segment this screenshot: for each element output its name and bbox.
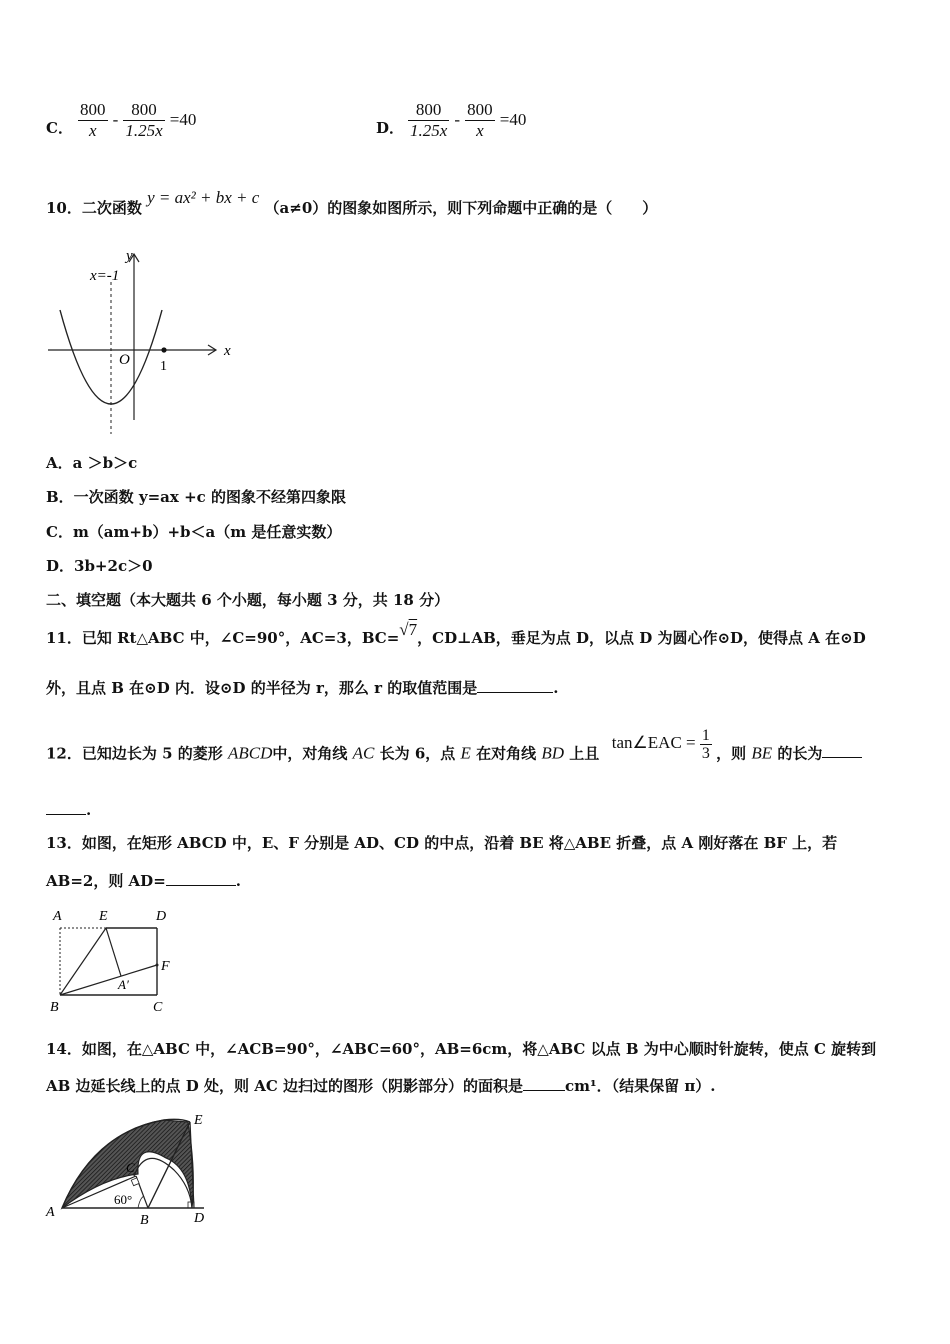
q11-line-2 xyxy=(46,678,558,698)
q13-label-c: C xyxy=(153,1000,163,1015)
q12-text-b: 中，对角线 xyxy=(272,744,348,763)
q9-c-label: C． xyxy=(46,119,73,137)
q10-parabola-graph xyxy=(44,246,240,436)
q14-rotation-figure xyxy=(42,1108,218,1228)
q13-line-1 xyxy=(46,833,837,853)
q12-tan-expression xyxy=(611,727,716,762)
q11-sqrt: √7 xyxy=(399,620,418,639)
q9-c-frac2 xyxy=(123,100,164,141)
q13-point-f xyxy=(156,964,159,967)
q11-sqrt-value: 7 xyxy=(408,620,418,639)
q12-e: E xyxy=(460,743,471,763)
q12-line-2 xyxy=(46,800,91,820)
q9-c-rhs: =40 xyxy=(169,110,197,129)
q10-suffix: （a≠0）的图象如图所示，则下列命题中正确的是（ ） xyxy=(264,199,658,217)
q13-label-e: E xyxy=(99,909,108,924)
q13-label-f: F xyxy=(161,959,170,974)
q14-answer-blank[interactable] xyxy=(523,1076,565,1091)
q12-text-f: 上且 xyxy=(569,744,600,763)
q9-c-minus: - xyxy=(112,110,119,129)
q12-bd: BD xyxy=(541,743,565,763)
q10-option-a[interactable] xyxy=(46,453,137,473)
q13-line2-text: AB=2，则 AD= xyxy=(46,872,166,890)
q14-label-e: E xyxy=(194,1113,203,1128)
q12-tan-lhs: tan∠EAC = xyxy=(611,733,696,753)
q13-answer-blank[interactable] xyxy=(166,871,236,886)
q10-axis-line-label: x=-1 xyxy=(90,268,120,284)
q10-stem xyxy=(46,188,658,218)
q11-line-1 xyxy=(46,620,866,648)
q13-label-a-prime: A′ xyxy=(118,977,129,992)
q14-label-c: C xyxy=(126,1160,135,1175)
q12-abcd: ABCD xyxy=(228,743,273,763)
q10-option-b[interactable] xyxy=(46,487,346,507)
q12-answer-blank[interactable] xyxy=(822,743,862,758)
q14-line-2 xyxy=(46,1076,716,1096)
q9-d-frac1-num: 800 xyxy=(408,100,449,121)
q10-origin-label: O xyxy=(119,352,130,368)
q12-tan-num: 1 xyxy=(701,727,710,744)
q14-label-b: B xyxy=(140,1213,149,1228)
q9-c-frac1 xyxy=(78,100,108,141)
q13-rectangle-figure xyxy=(44,904,184,1018)
q10-option-c[interactable] xyxy=(46,522,341,542)
q12-text-a: 12．已知边长为 5 的菱形 xyxy=(46,744,223,763)
q9-d-frac1-den: 1.25x xyxy=(410,121,448,140)
q9-c-frac1-den: x xyxy=(88,121,97,140)
q9-c-frac2-den: 1.25x xyxy=(125,121,163,140)
q12-line2-end: . xyxy=(86,801,92,819)
q9-option-c[interactable] xyxy=(46,118,73,138)
q10-option-b-text: B．一次函数 y=ax +c 的图象不经第四象限 xyxy=(46,488,346,506)
q12-tan-den: 3 xyxy=(701,745,710,762)
q12-line-1 xyxy=(46,727,862,772)
q14-label-d: D xyxy=(194,1211,205,1226)
q12-text-h: 的长为 xyxy=(777,744,823,763)
q14-line2-b: cm¹．（结果保留 π）. xyxy=(565,1077,716,1095)
q9-d-frac2-num: 800 xyxy=(467,100,493,119)
q13-label-b: B xyxy=(50,1000,59,1015)
q14-line-1 xyxy=(46,1039,876,1059)
q13-line1-text: 13．如图，在矩形 ABCD 中，E、F 分别是 AD、CD 的中点，沿着 BE 将△ABE 折叠，点 A 刚好落在 BF 上，若 xyxy=(46,834,838,852)
q10-x-label: x xyxy=(224,343,231,359)
q10-formula: y = ax² + bx + c xyxy=(147,188,260,207)
q14-line1-text: 14．如图，在△ABC 中，∠ACB=90°，∠ABC=60°，AB=6cm，将△ABC 以点 B 为中心顺时针旋转，使点 C 旋转到 xyxy=(46,1040,877,1058)
q10-root-point xyxy=(161,347,166,352)
q9-d-frac2-den: x xyxy=(476,121,484,140)
q9-d-frac1 xyxy=(408,100,449,141)
q14-angle-label: 60° xyxy=(114,1192,133,1207)
q13-segment-ea1 xyxy=(106,928,121,976)
q12-ac: AC xyxy=(352,743,375,763)
section-2-heading xyxy=(46,590,449,610)
q10-option-d-text: D．3b+2c＞0 xyxy=(46,557,153,575)
q13-label-d: D xyxy=(156,909,167,924)
q14-label-a: A xyxy=(46,1205,55,1220)
q10-option-a-text: A．a ＞b＞c xyxy=(46,454,138,472)
q10-option-c-text: C．m（am+b）+b＜a（m 是任意实数） xyxy=(46,523,342,541)
q10-y-label: y xyxy=(126,248,133,264)
q10-prefix: 10．二次函数 xyxy=(46,199,142,217)
q14-angle-arc-b xyxy=(138,1196,144,1208)
q9-d-formula xyxy=(408,100,526,141)
q10-option-d[interactable] xyxy=(46,556,153,576)
q13-line-2 xyxy=(46,871,241,891)
q14-right-angle-c xyxy=(131,1178,139,1186)
q9-c-formula xyxy=(78,100,196,141)
q9-c-frac2-num: 800 xyxy=(123,100,164,121)
q11-line2-end: . xyxy=(553,679,559,697)
q9-d-label: D． xyxy=(376,119,405,137)
q14-line2-a: AB 边延长线上的点 D 处，则 AC 边扫过的图形（阴影部分）的面积是 xyxy=(46,1077,524,1095)
q12-answer-blank-cont[interactable] xyxy=(46,800,86,815)
q11-answer-blank[interactable] xyxy=(477,678,553,693)
q9-d-minus: - xyxy=(454,110,461,129)
q12-text-d: 在对角线 xyxy=(476,744,537,763)
q11-line1-a: 11．已知 Rt△ABC 中，∠C=90°，AC=3，BC= xyxy=(46,629,400,647)
q13-segment-bf xyxy=(60,965,157,995)
q10-root-label: 1 xyxy=(160,359,167,374)
q12-text-g: ，则 xyxy=(716,744,747,763)
q11-line2-text: 外，且点 B 在⊙D 内．设⊙D 的半径为 r，那么 r 的取值范围是 xyxy=(46,679,478,697)
q12-text-c: 长为 6，点 xyxy=(379,744,456,763)
q12-tan-frac xyxy=(700,727,712,762)
q11-line1-b: ，CD⊥AB，垂足为点 D，以点 D 为圆心作⊙D，使得点 A 在⊙D xyxy=(417,629,866,647)
q9-d-frac2 xyxy=(465,100,495,141)
q12-be: BE xyxy=(751,743,773,763)
q9-d-rhs: =40 xyxy=(499,110,527,129)
section-2-text: 二、填空题（本大题共 6 个小题，每小题 3 分，共 18 分） xyxy=(46,591,450,609)
q13-segment-be xyxy=(60,928,106,995)
q13-line2-end: . xyxy=(235,872,241,890)
q13-label-a: A xyxy=(53,909,62,924)
q9-option-d[interactable] xyxy=(376,118,404,138)
q9-c-frac1-num: 800 xyxy=(80,100,106,119)
